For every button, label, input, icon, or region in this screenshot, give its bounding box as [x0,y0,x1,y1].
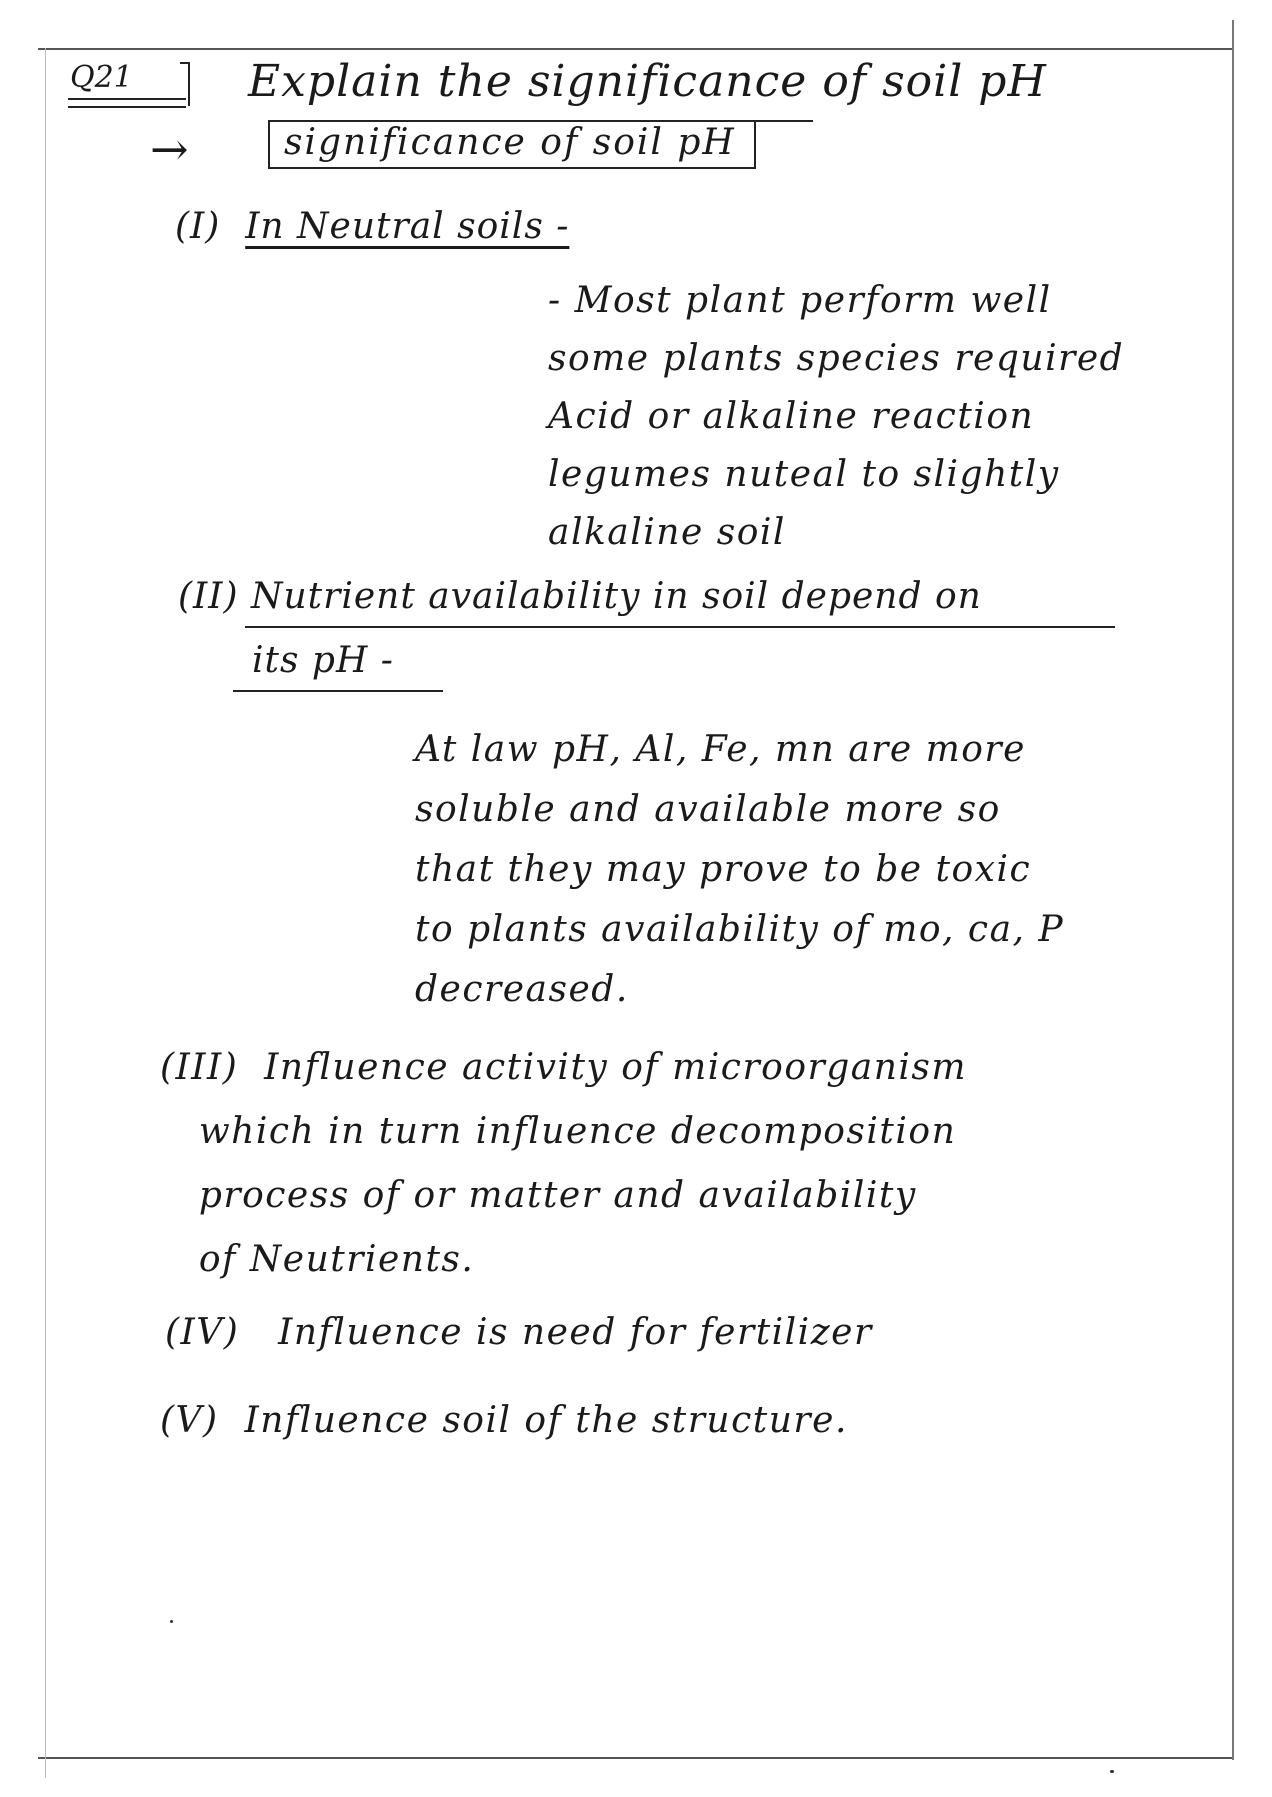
section-1-heading: In Neutral soils - [245,206,570,247]
section-5-marker: (V) [160,1400,219,1441]
scan-speck [170,1620,173,1623]
section-4 [165,1312,873,1353]
question-text: Explain the significance of soil pH [248,56,1047,107]
answer-heading: significance of soil pH [268,120,756,169]
section-2-underline-2 [233,690,443,692]
arrow-icon: → [150,122,189,176]
bottom-border-line [38,1757,1234,1759]
section-4-marker: (IV) [165,1312,240,1353]
section-2-underline [245,626,1115,628]
section-5-body: Influence soil of the structure. [244,1400,848,1441]
question-number-underline [68,98,186,100]
right-border-line [1232,20,1234,1760]
section-2-body: At law pH, Al, Fe, mn are more soluble and available more so that they may prove to be toxic to plants availability of mo, ca, P decreased. [415,729,1065,1010]
section-1-body: - Most plant perform well some plants species required Acid or alkaline reaction legumes nuteal to slightly alkaline soil [548,280,1125,553]
section-1-marker: (I) [175,206,221,247]
left-margin-line [45,48,46,1778]
section-3-body: Influence activity of microorganism which in turn influence decomposition process of or matter and availability of Neutrients. [198,1047,968,1280]
question-number: Q21 [70,60,133,95]
section-5 [160,1400,848,1441]
section-3 [160,1036,967,1292]
section-2-heading-line2: its pH - [252,640,394,681]
section-2-heading-line1: Nutrient availability in soil depend on [250,576,982,617]
section-4-body: Influence is need for fertilizer [278,1312,873,1353]
top-border-line [38,48,1234,50]
question-number-double-underline [68,106,186,108]
section-2-title [178,576,982,617]
section-1-title [175,206,569,247]
section-3-marker: (III) [160,1047,239,1088]
scan-speck [1110,1770,1114,1773]
section-2-marker: (II) [178,576,239,617]
